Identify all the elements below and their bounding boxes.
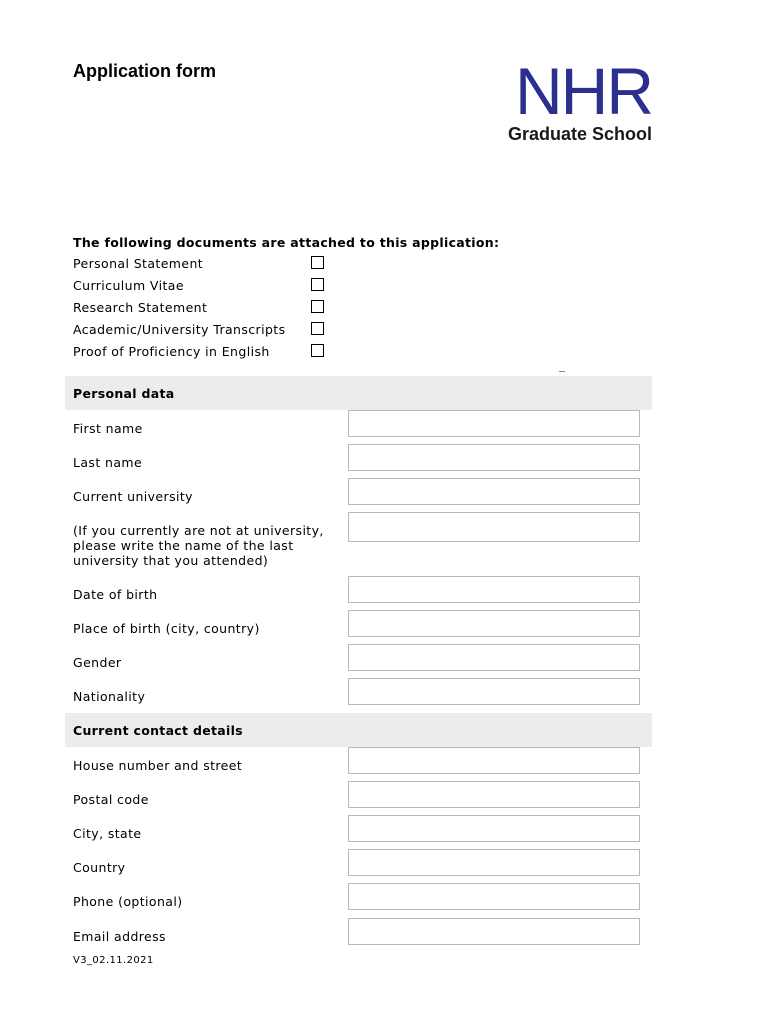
label-city-state: City, state — [73, 826, 142, 841]
phone-input[interactable] — [348, 883, 640, 910]
country-input[interactable] — [348, 849, 640, 876]
doc-item-english-proficiency: Proof of Proficiency in English — [73, 344, 270, 359]
nhr-logo — [486, 54, 656, 150]
checkbox-curriculum-vitae[interactable] — [311, 278, 324, 291]
doc-item-research-statement: Research Statement — [73, 300, 208, 315]
checkbox-research-statement[interactable] — [311, 300, 324, 313]
label-gender: Gender — [73, 655, 122, 670]
label-phone: Phone (optional) — [73, 894, 183, 909]
checkbox-english-proficiency[interactable] — [311, 344, 324, 357]
label-country: Country — [73, 860, 126, 875]
label-email: Email address — [73, 929, 166, 944]
place-of-birth-input[interactable] — [348, 610, 640, 637]
section-contact-details — [65, 713, 652, 747]
section-heading: Current contact details — [73, 723, 243, 738]
page-title: Application form — [73, 61, 216, 81]
label-last-name: Last name — [73, 455, 143, 470]
house-street-input[interactable] — [348, 747, 640, 774]
label-first-name: First name — [73, 421, 143, 436]
gender-input[interactable] — [348, 644, 640, 671]
city-state-input[interactable] — [348, 815, 640, 842]
label-current-university: Current university — [73, 489, 193, 504]
logo-subtitle: Graduate School — [507, 124, 652, 144]
first-name-input[interactable] — [348, 410, 640, 437]
label-house-street: House number and street — [73, 758, 243, 773]
email-input[interactable] — [348, 918, 640, 945]
label-last-university: (If you currently are not at university, please write the name of the last university that you attended) — [73, 523, 324, 568]
section-heading: Personal data — [73, 386, 175, 401]
doc-item-personal-statement: Personal Statement — [73, 256, 204, 271]
label-date-of-birth: Date of birth — [73, 587, 158, 602]
logo-mark: NHR — [515, 54, 652, 128]
doc-item-curriculum-vitae: Curriculum Vitae — [73, 278, 184, 293]
divider-mark — [559, 371, 565, 372]
label-nationality: Nationality — [73, 689, 146, 704]
version-footer: V3_02.11.2021 — [73, 955, 154, 966]
last-university-input[interactable] — [348, 512, 640, 542]
date-of-birth-input[interactable] — [348, 576, 640, 603]
label-place-of-birth: Place of birth (city, country) — [73, 621, 260, 636]
nationality-input[interactable] — [348, 678, 640, 705]
documents-heading: The following documents are attached to this application: — [73, 235, 500, 250]
section-personal-data — [65, 376, 652, 410]
postal-code-input[interactable] — [348, 781, 640, 808]
current-university-input[interactable] — [348, 478, 640, 505]
last-name-input[interactable] — [348, 444, 640, 471]
checkbox-transcripts[interactable] — [311, 322, 324, 335]
checkbox-personal-statement[interactable] — [311, 256, 324, 269]
label-postal-code: Postal code — [73, 792, 149, 807]
doc-item-transcripts: Academic/University Transcripts — [73, 322, 286, 337]
